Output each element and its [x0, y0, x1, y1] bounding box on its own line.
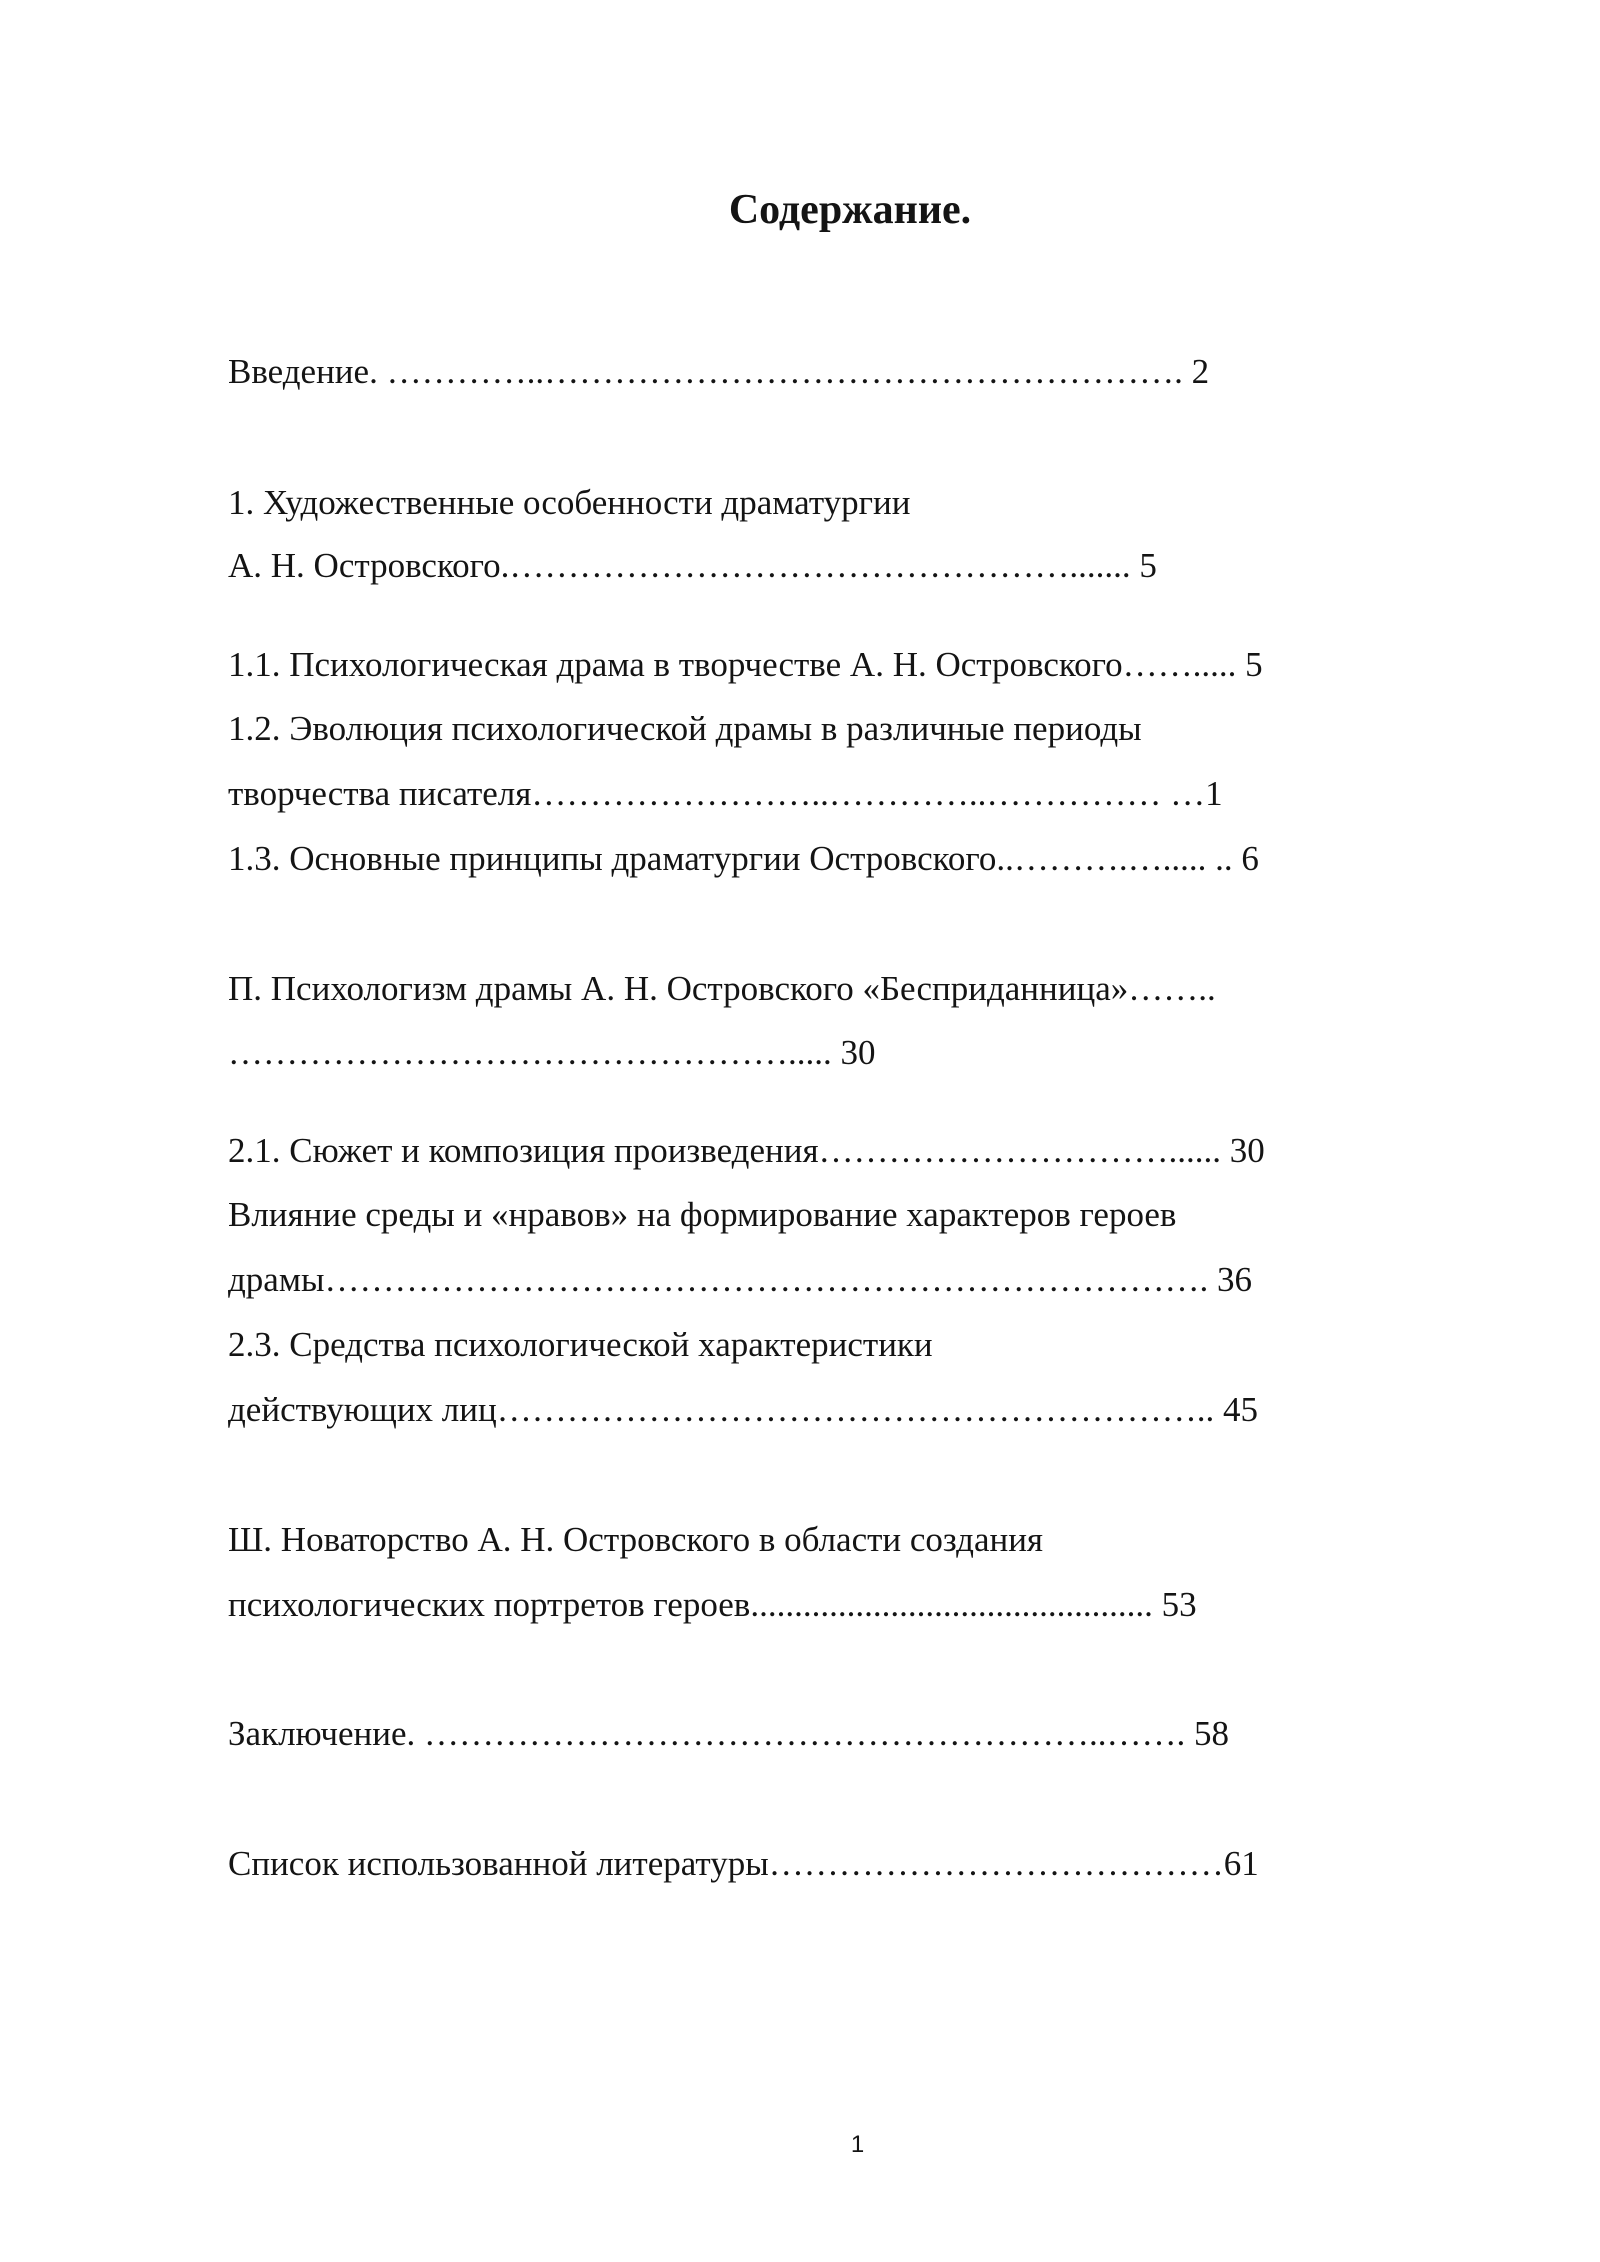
- toc-entry-introduction: Введение. …………..………………………………………………. 2: [228, 352, 1210, 391]
- toc-entry-chapter-2-title: П. Психологизм драмы А. Н. Островского «Бесприданница»……..: [228, 969, 1216, 1008]
- toc-entry-conclusion: Заключение. …………………………………………………..……. 58: [228, 1714, 1229, 1753]
- toc-entry-section-1-3: 1.3. Основные принципы драматургии Островского..……….…..... .. 6: [228, 839, 1259, 878]
- page-title: Содержание.: [728, 187, 972, 233]
- toc-entry-chapter-1-continuation: А. Н. Островского.…………………………………………....... 5: [228, 546, 1157, 585]
- toc-entry-bibliography: Список использованной литературы…………………………………61: [228, 1844, 1259, 1883]
- toc-entry-chapter-3-title: Ш. Новаторство А. Н. Островского в области создания: [228, 1520, 1044, 1559]
- toc-entry-section-2-2-title: Влияние среды и «нравов» на формирование характеров героев: [228, 1195, 1177, 1234]
- toc-entry-section-2-1: 2.1. Сюжет и композиция произведения…………………………...... 30: [228, 1131, 1265, 1170]
- toc-entry-section-2-3-title: 2.3. Средства психологической характеристики: [228, 1325, 933, 1364]
- toc-entry-section-2-3-continuation: действующих лиц…………………………………………………….. 45: [228, 1390, 1258, 1429]
- toc-entry-chapter-2-continuation: …………………………………………..... 30: [228, 1033, 876, 1072]
- toc-entry-chapter-3-continuation: психологических портретов героев.............................................. 53: [228, 1585, 1197, 1624]
- toc-entry-section-1-2-continuation: творчества писателя……………………..…………..…………… …1: [228, 774, 1223, 813]
- toc-entry-section-1-2-title: 1.2. Эволюция психологической драмы в различные периоды: [228, 709, 1142, 748]
- toc-entry-chapter-1-title: 1. Художественные особенности драматургии: [228, 483, 911, 522]
- page-number: 1: [850, 2131, 865, 2158]
- toc-entry-section-1-1: 1.1. Психологическая драма в творчестве А. Н. Островского……..... 5: [228, 645, 1263, 684]
- toc-entry-section-2-2-continuation: драмы…………………………………………………………………. 36: [228, 1260, 1253, 1299]
